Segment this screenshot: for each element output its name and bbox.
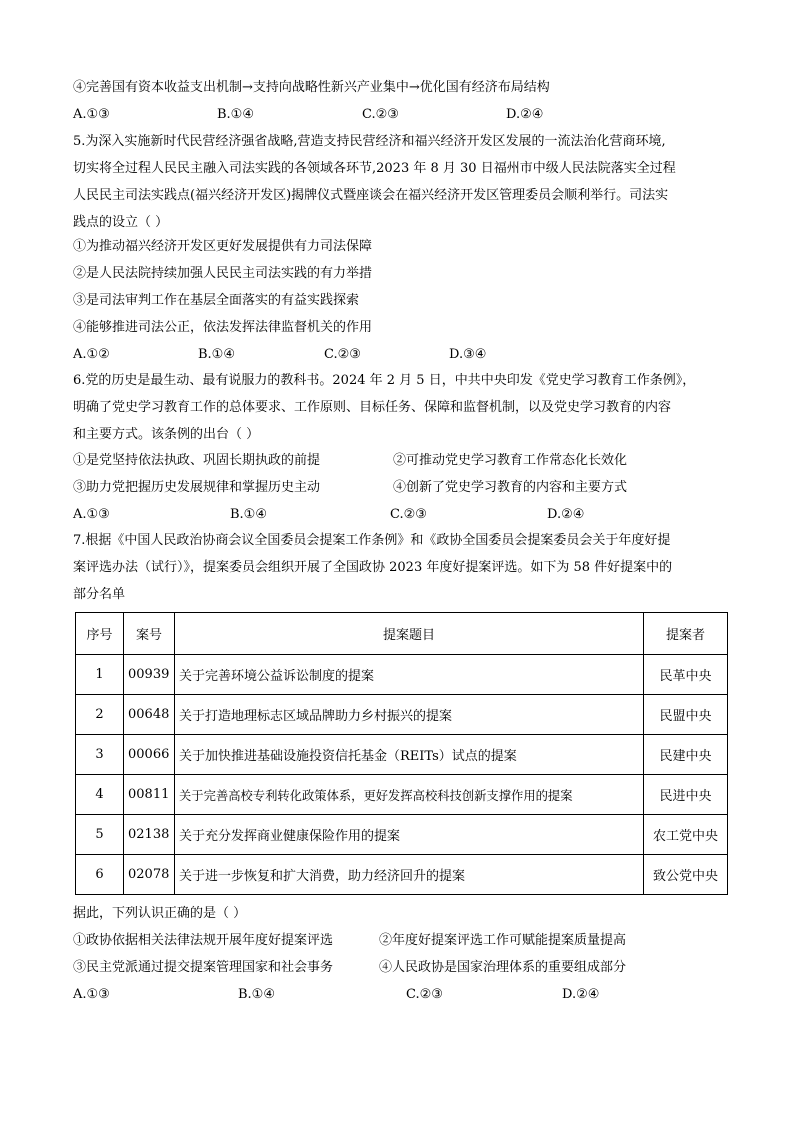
cell-title: 关于进一步恢复和扩大消费，助力经济回升的提案 [175, 855, 644, 895]
q4-options [73, 106, 723, 124]
q5-stem-line-1: 5.为深入实施新时代民营经济强省战略,营造支持民营经济和福兴经济开发区发展的一流法治化营商环境, [73, 134, 666, 149]
q6-item-4: ④创新了党史学习教育的内容和主要方式 [393, 480, 628, 495]
cell-proposer: 民进中央 [644, 775, 728, 815]
cell-serial: 4 [76, 775, 124, 815]
cell-proposer: 致公党中央 [644, 855, 728, 895]
q7-option-a: A.①③ [73, 987, 110, 1002]
q5-item-4: ④能够推进司法公正，依法发挥法律监督机关的作用 [73, 320, 373, 335]
cell-case-no: 00066 [124, 735, 175, 775]
q5-option-b: B.①④ [198, 347, 235, 362]
q6-item-2: ②可推动党史学习教育工作常态化长效化 [393, 453, 628, 468]
q4-option-c: C.②③ [362, 107, 399, 122]
q5-option-d: D.③④ [449, 347, 487, 362]
q7-question: 据此，下列认识正确的是（ ） [73, 906, 247, 921]
header-proposer: 提案者 [644, 613, 728, 655]
header-title: 提案题目 [175, 613, 644, 655]
q7-item-2: ②年度好提案评选工作可赋能提案质量提高 [379, 933, 627, 948]
q6-item-1: ①是党坚持依法执政、巩固长期执政的前提 [73, 453, 321, 468]
q6-option-a: A.①③ [73, 507, 110, 522]
cell-serial: 6 [76, 855, 124, 895]
table-header-row [76, 613, 728, 655]
cell-serial: 1 [76, 655, 124, 695]
q5-item-3: ③是司法审判工作在基层全面落实的有益实践探索 [73, 293, 360, 308]
q6-stem-line-1: 6.党的历史是最生动、最有说服力的教科书。2024 年 2 月 5 日，中共中央印发《党史学习教育工作条例》， [73, 373, 696, 388]
proposal-table [75, 612, 728, 895]
q6-option-b: B.①④ [230, 507, 267, 522]
cell-proposer: 民革中央 [644, 655, 728, 695]
q7-stem-line-2: 案评选办法（试行）》，提案委员会组织开展了全国政协 2023 年度好提案评选。如下为 58 件好提案中的 [73, 560, 673, 575]
q6-item-3: ③助力党把握历史发展规律和掌握历史主动 [73, 480, 321, 495]
cell-title: 关于完善环境公益诉讼制度的提案 [175, 655, 644, 695]
q6-option-c: C.②③ [390, 507, 427, 522]
cell-title: 关于加快推进基础设施投资信托基金（REITs）试点的提案 [175, 735, 644, 775]
q5-stem-line-4: 践点的设立（ ） [73, 215, 169, 230]
q7-item-4: ④人民政协是国家治理体系的重要组成部分 [379, 960, 627, 975]
q5-item-1: ①为推动福兴经济开发区更好发展提供有力司法保障 [73, 239, 373, 254]
q7-options [73, 986, 723, 1004]
q6-items-row-2 [73, 479, 723, 497]
q6-stem-line-2: 明确了党史学习教育工作的总体要求、工作原则、目标任务、保障和监督机制，以及党史学习教育的内容 [73, 400, 672, 415]
cell-case-no: 02078 [124, 855, 175, 895]
q7-stem-line-1: 7.根据《中国人民政治协商会议全国委员会提案工作条例》和《政协全国委员会提案委员会关于年度好提 [73, 533, 671, 548]
q5-option-c: C.②③ [324, 347, 361, 362]
cell-case-no: 00939 [124, 655, 175, 695]
cell-title: 关于打造地理标志区域品牌助力乡村振兴的提案 [175, 695, 644, 735]
cell-case-no: 00811 [124, 775, 175, 815]
table-row [76, 695, 728, 735]
q5-options [73, 346, 723, 364]
q7-item-3: ③民主党派通过提交提案管理国家和社会事务 [73, 960, 334, 975]
table-row [76, 735, 728, 775]
cell-proposer: 农工党中央 [644, 815, 728, 855]
q6-items-row-1 [73, 452, 723, 470]
header-case-no: 案号 [124, 613, 175, 655]
q7-items-row-2 [73, 959, 723, 977]
cell-proposer: 民建中央 [644, 735, 728, 775]
q5-stem-line-2: 切实将全过程人民民主融入司法实践的各领域各环节,2023 年 8 月 30 日福州市中级人民法院落实全过程 [73, 161, 676, 176]
q7-item-1: ①政协依据相关法律法规开展年度好提案评选 [73, 933, 334, 948]
q7-items-row-1 [73, 932, 723, 950]
cell-case-no: 02138 [124, 815, 175, 855]
cell-title: 关于充分发挥商业健康保险作用的提案 [175, 815, 644, 855]
cell-serial: 2 [76, 695, 124, 735]
q6-options [73, 506, 723, 524]
table-row [76, 815, 728, 855]
header-serial: 序号 [76, 613, 124, 655]
table-row [76, 775, 728, 815]
q5-item-2: ②是人民法院持续加强人民民主司法实践的有力举措 [73, 266, 373, 281]
cell-case-no: 00648 [124, 695, 175, 735]
q5-stem-line-3: 人民民主司法实践点(福兴经济开发区)揭牌仪式暨座谈会在福兴经济开发区管理委员会顺利举行。司法实 [73, 188, 669, 203]
table-row [76, 655, 728, 695]
q7-stem-line-3: 部分名单 [73, 587, 126, 602]
q7-option-b: B.①④ [238, 987, 275, 1002]
cell-title: 关于完善高校专利转化政策体系，更好发挥高校科技创新支撑作用的提案 [175, 775, 644, 815]
q4-option-d: D.②④ [506, 107, 544, 122]
q5-option-a: A.①② [73, 347, 110, 362]
cell-serial: 5 [76, 815, 124, 855]
q4-option-a: A.①③ [73, 107, 110, 122]
table-row [76, 855, 728, 895]
cell-serial: 3 [76, 735, 124, 775]
q4-option-b: B.①④ [217, 107, 254, 122]
q6-option-d: D.②④ [547, 507, 585, 522]
cell-proposer: 民盟中央 [644, 695, 728, 735]
q6-stem-line-3: 和主要方式。该条例的出台（ ） [73, 427, 260, 442]
q7-option-d: D.②④ [562, 987, 600, 1002]
q4-item-4: ④完善国有资本收益支出机制→支持向战略性新兴产业集中→优化国有经济布局结构 [73, 80, 550, 95]
q7-option-c: C.②③ [406, 987, 443, 1002]
